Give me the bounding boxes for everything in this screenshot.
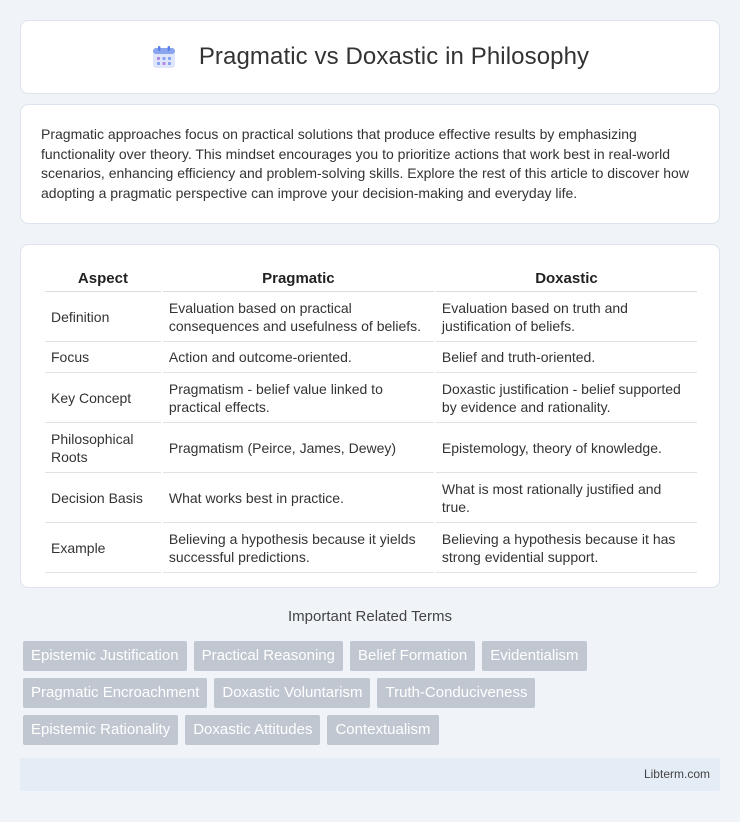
related-term-tag[interactable]: Evidentialism <box>482 641 586 671</box>
related-term-tag[interactable]: Practical Reasoning <box>194 641 343 671</box>
related-term-tag[interactable]: Epistemic Justification <box>23 641 187 671</box>
calendar-grid-icon <box>151 44 177 70</box>
header-card <box>20 20 720 94</box>
aspect-cell: Decision Basis <box>45 473 161 523</box>
pragmatic-cell: Evaluation based on practical consequences and usefulness of beliefs. <box>163 292 434 342</box>
aspect-cell: Focus <box>45 342 161 373</box>
column-header: Aspect <box>45 265 161 292</box>
related-term-tag[interactable]: Doxastic Voluntarism <box>214 678 370 708</box>
table-row <box>45 473 697 523</box>
table-header-row <box>45 265 697 292</box>
pragmatic-cell: Pragmatism - belief value linked to practical effects. <box>163 373 434 423</box>
related-terms-heading: Important Related Terms <box>288 608 452 625</box>
related-term-tag[interactable]: Belief Formation <box>350 641 475 671</box>
table-row <box>45 342 697 373</box>
comparison-table <box>43 265 699 573</box>
footer-site-link[interactable]: Libterm.com <box>643 767 710 781</box>
tag-row <box>23 715 723 745</box>
related-term-tag[interactable]: Truth-Conduciveness <box>377 678 535 708</box>
comparison-card <box>20 244 720 588</box>
related-term-tag[interactable]: Contextualism <box>327 715 438 745</box>
doxastic-cell: Believing a hypothesis because it has strong evidential support. <box>436 523 697 573</box>
related-terms <box>23 641 723 752</box>
doxastic-cell: What is most rationally justified and true. <box>436 473 697 523</box>
doxastic-cell: Belief and truth-oriented. <box>436 342 697 373</box>
pragmatic-cell: What works best in practice. <box>163 473 434 523</box>
aspect-cell: Key Concept <box>45 373 161 423</box>
pragmatic-cell: Pragmatism (Peirce, James, Dewey) <box>163 423 434 473</box>
aspect-cell: Example <box>45 523 161 573</box>
table-row <box>45 292 697 342</box>
intro-paragraph: Pragmatic approaches focus on practical solutions that produce effective results by emphasizing functionality over theory. This mindset encourages you to prioritize actions that work best in real-world scenarios, enhancing efficiency and problem-solving skills. Explore the rest of this article to discover how adopting a pragmatic perspective can improve your decision-making and everyday life. <box>41 126 689 201</box>
aspect-cell: Definition <box>45 292 161 342</box>
intro-card <box>20 104 720 224</box>
page-title: Pragmatic vs Doxastic in Philosophy <box>198 43 590 70</box>
related-term-tag[interactable]: Pragmatic Encroachment <box>23 678 207 708</box>
column-header: Pragmatic <box>163 265 434 292</box>
doxastic-cell: Epistemology, theory of knowledge. <box>436 423 697 473</box>
tag-row <box>23 641 723 671</box>
doxastic-cell: Doxastic justification - belief supported by evidence and rationality. <box>436 373 697 423</box>
related-term-tag[interactable]: Epistemic Rationality <box>23 715 178 745</box>
header <box>151 43 589 71</box>
tag-row <box>23 678 723 708</box>
table-row <box>45 523 697 573</box>
footer <box>20 758 720 791</box>
pragmatic-cell: Action and outcome-oriented. <box>163 342 434 373</box>
doxastic-cell: Evaluation based on truth and justification of beliefs. <box>436 292 697 342</box>
pragmatic-cell: Believing a hypothesis because it yields successful predictions. <box>163 523 434 573</box>
table-row <box>45 373 697 423</box>
column-header: Doxastic <box>436 265 697 292</box>
table-row <box>45 423 697 473</box>
related-term-tag[interactable]: Doxastic Attitudes <box>185 715 320 745</box>
aspect-cell: Philosophical Roots <box>45 423 161 473</box>
